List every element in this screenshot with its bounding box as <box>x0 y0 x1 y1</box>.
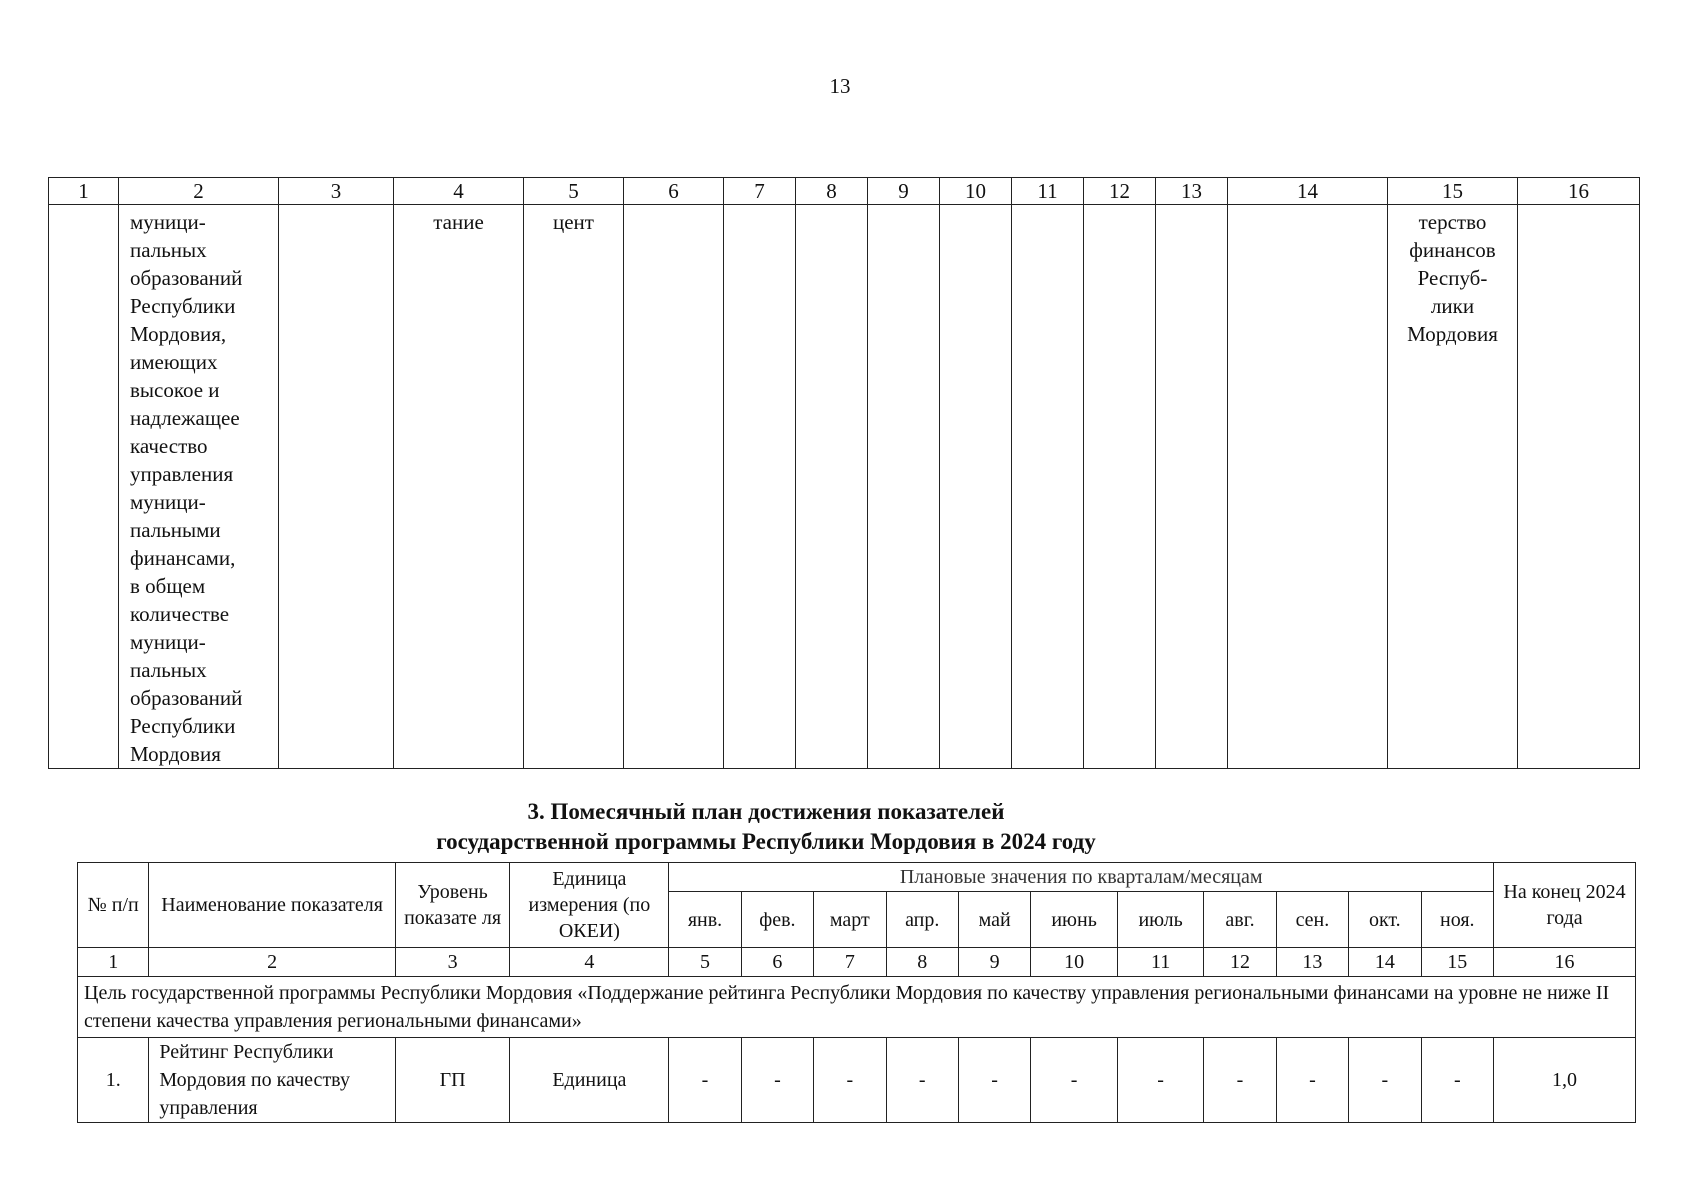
col-number: 16 <box>1518 178 1640 205</box>
col-number: 12 <box>1204 948 1276 977</box>
table-row <box>78 1038 1636 1123</box>
header-month: июнь <box>1031 892 1117 948</box>
level-text: тание <box>433 210 484 234</box>
column-number-row <box>49 178 1640 205</box>
page-number: 13 <box>829 74 851 98</box>
col-number: 12 <box>1084 178 1156 205</box>
cell-empty <box>940 205 1012 769</box>
row-month-value: - <box>1204 1038 1276 1123</box>
cell-empty <box>1156 205 1228 769</box>
col-number: 13 <box>1276 948 1348 977</box>
cell-empty <box>1228 205 1388 769</box>
header-month: ноя. <box>1421 892 1494 948</box>
row-month-value: - <box>1031 1038 1117 1123</box>
col-number: 4 <box>510 948 669 977</box>
header-unit: Единица измерения (по ОКЕИ) <box>510 863 669 948</box>
row-month-value: - <box>1421 1038 1494 1123</box>
col-number: 11 <box>1117 948 1203 977</box>
row-unit: Единица <box>510 1038 669 1123</box>
cell-unit <box>524 205 624 769</box>
responsible-text: терство финансов Респуб- лики Мордовия <box>1407 210 1498 346</box>
row-month-value: - <box>669 1038 741 1123</box>
col-number: 9 <box>958 948 1030 977</box>
col-number: 3 <box>279 178 394 205</box>
cell-empty <box>868 205 940 769</box>
col-number: 11 <box>1012 178 1084 205</box>
col-number: 2 <box>149 948 395 977</box>
cell-empty <box>279 205 394 769</box>
unit-text: цент <box>553 210 594 234</box>
col-number: 8 <box>796 178 868 205</box>
row-level: ГП <box>395 1038 510 1123</box>
header-month: май <box>958 892 1030 948</box>
cell-empty <box>1518 205 1640 769</box>
row-indicator-name: Рейтинг Республики Мордовия по качеству управления <box>149 1038 395 1123</box>
col-number: 1 <box>78 948 149 977</box>
col-number: 2 <box>119 178 279 205</box>
table-row <box>49 205 1640 769</box>
col-number: 13 <box>1156 178 1228 205</box>
goal-row <box>78 977 1636 1038</box>
monthly-plan-table <box>77 862 1636 1123</box>
cell-empty <box>624 205 724 769</box>
row-month-value: - <box>1117 1038 1203 1123</box>
header-month: сен. <box>1276 892 1348 948</box>
cell-empty <box>724 205 796 769</box>
cell-empty <box>796 205 868 769</box>
header-month: авг. <box>1204 892 1276 948</box>
col-number: 5 <box>669 948 741 977</box>
col-number: 8 <box>886 948 958 977</box>
col-number: 14 <box>1228 178 1388 205</box>
header-level: Уровень показате ля <box>395 863 510 948</box>
header-month: окт. <box>1349 892 1421 948</box>
col-number: 7 <box>814 948 886 977</box>
header-end-of-year: На конец 2024 года <box>1494 863 1636 948</box>
col-number: 14 <box>1349 948 1421 977</box>
continuation-table <box>48 177 1640 769</box>
header-month: апр. <box>886 892 958 948</box>
program-goal: Цель государственной программы Республики Мордовия «Поддержание рейтинга Республики Мордовия по качеству управления региональными финансами на уровне не ниже II степени качества управления региональными финансами» <box>78 977 1636 1038</box>
col-number: 15 <box>1388 178 1518 205</box>
column-number-row <box>78 948 1636 977</box>
header-month: март <box>814 892 886 948</box>
cell-empty <box>1012 205 1084 769</box>
header-plan-group: Плановые значения по кварталам/месяцам <box>669 863 1494 892</box>
header-month: фев. <box>741 892 813 948</box>
col-number: 5 <box>524 178 624 205</box>
col-number: 6 <box>624 178 724 205</box>
row-month-value: - <box>886 1038 958 1123</box>
col-number: 3 <box>395 948 510 977</box>
col-number: 4 <box>394 178 524 205</box>
col-number: 10 <box>1031 948 1117 977</box>
col-number: 15 <box>1421 948 1494 977</box>
header-month: июль <box>1117 892 1203 948</box>
col-number: 10 <box>940 178 1012 205</box>
col-number: 9 <box>868 178 940 205</box>
row-month-value: - <box>1276 1038 1348 1123</box>
header-name: Наименование показателя <box>149 863 395 948</box>
cell-indicator-name <box>119 205 279 769</box>
row-month-value: - <box>1349 1038 1421 1123</box>
row-month-value: - <box>958 1038 1030 1123</box>
row-num: 1. <box>78 1038 149 1123</box>
cell-empty <box>49 205 119 769</box>
row-end-value: 1,0 <box>1494 1038 1636 1123</box>
cell-level <box>394 205 524 769</box>
header-num: № п/п <box>78 863 149 948</box>
col-number: 1 <box>49 178 119 205</box>
section-title-line-1: 3. Помесячный план достижения показателей <box>527 799 1005 824</box>
cell-empty <box>1084 205 1156 769</box>
section-title-line-2: государственной программы Республики Мордовия в 2024 году <box>436 829 1096 854</box>
col-number: 6 <box>741 948 813 977</box>
cell-responsible <box>1388 205 1518 769</box>
header-month: янв. <box>669 892 741 948</box>
indicator-name-text: муници- пальных образований Республики Мордовия, имеющих высокое и надлежащее качество управления муници- пальными финансами, в общем количестве муници- пальных образований Республики Мордовия <box>130 210 243 766</box>
row-month-value: - <box>814 1038 886 1123</box>
row-month-value: - <box>741 1038 813 1123</box>
col-number: 7 <box>724 178 796 205</box>
col-number: 16 <box>1494 948 1636 977</box>
